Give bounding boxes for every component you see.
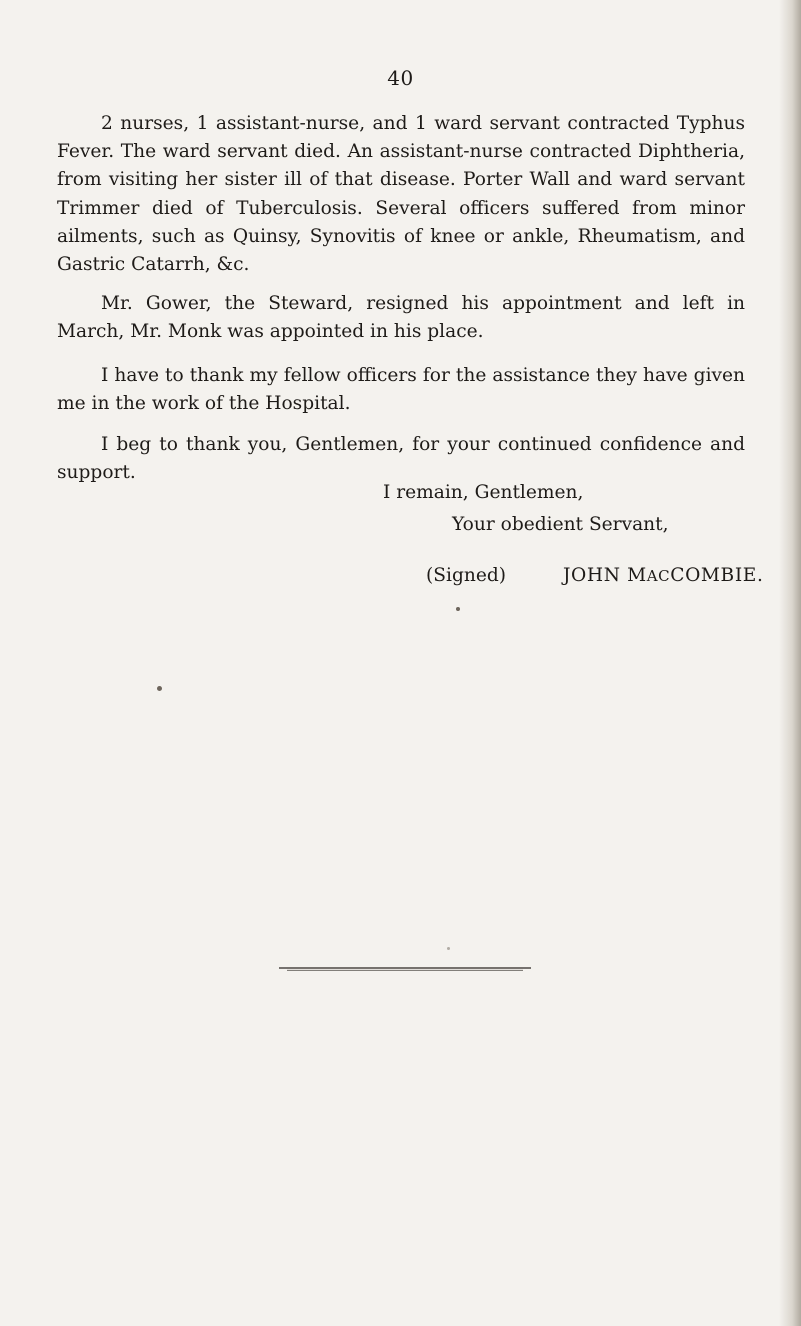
closing-remain-text: I remain, Gentlemen, (383, 482, 584, 503)
paragraph-thanks-gentlemen-text: I beg to thank you, Gentlemen, for your continued confidence and support. (57, 434, 745, 484)
letter-body (57, 110, 745, 487)
signatory-name-last: COMBIE. (670, 565, 764, 586)
paragraph-thanks-officers (57, 362, 745, 418)
paragraph-steward (57, 290, 745, 346)
ink-speck (157, 686, 162, 691)
paragraph-thanks-officers-text: I have to thank my fellow officers for the assistance they have given me in the work of the Hospital. (57, 364, 745, 414)
ink-speck (447, 947, 450, 950)
signatory-name-smallcaps: AC (646, 567, 671, 585)
paragraph-steward-text: Mr. Gower, the Steward, resigned his appointment and left in March, Mr. Monk was appointed in his place. (57, 293, 745, 343)
paragraph-illnesses (57, 110, 745, 279)
ink-speck (456, 607, 460, 611)
end-rule (279, 966, 531, 972)
page-edge-shadow (779, 0, 801, 1326)
signed-label: (Signed) (426, 565, 506, 586)
signatory-name (563, 565, 763, 586)
signatory-name-first: JOHN M (563, 565, 647, 586)
paragraph-illnesses-text: 2 nurses, 1 assistant-nurse, and 1 ward servant contracted Typhus Fever. The ward servant died. An assistant-nurse contracted Diphtheria, from visiting her sister ill of that disease. Porter Wall and ward servant Trimmer died of Tuberculosis. Several officers suffered from minor ailments, such as Quinsy, Synovitis of knee or ankle, Rheumatism, and Gastric Catarrh, &c. (57, 113, 745, 276)
closing-servant-text: Your obedient Servant, (452, 514, 669, 535)
page-number: 40 (387, 66, 414, 90)
paragraph-thanks-gentlemen (57, 431, 745, 487)
